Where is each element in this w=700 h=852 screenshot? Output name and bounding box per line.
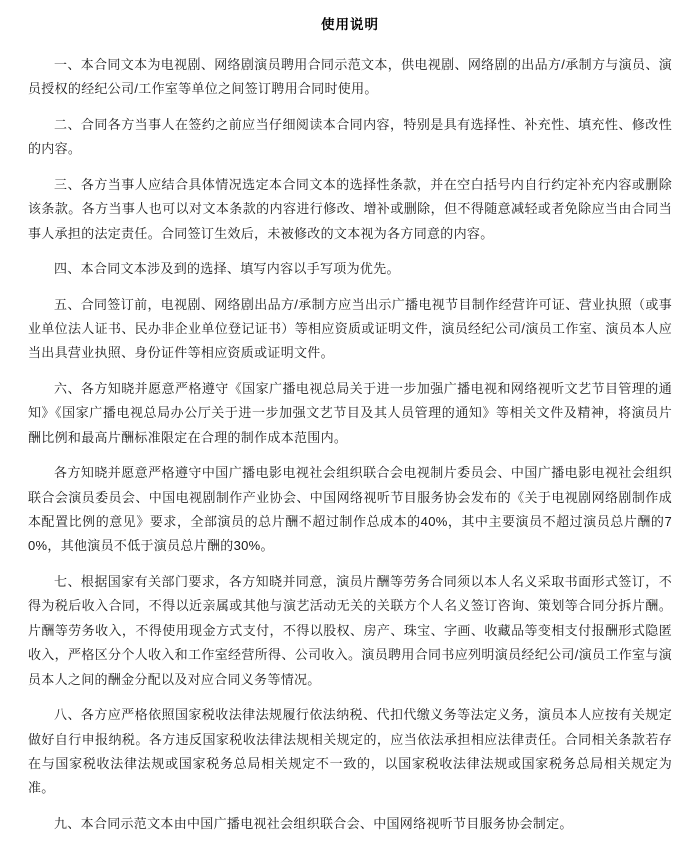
paragraph-9: 九、本合同示范文本由中国广播电视社会组织联合会、中国网络视听节目服务协会制定。: [54, 815, 573, 831]
paragraph-8: 八、各方应严格依照国家税收法律法规履行依法纳税、代扣代缴义务等法定义务，演员本人应按有关规定做好自行申报纳税。各方违反国家税收法律法规相关规定的，应当依法承担相应法律责任。合同相关条款若存在与国家税收法律法规或国家税务总局相关规定不一致的，以国家税收法律法规或国家税务总局相关规定为准。: [28, 707, 672, 796]
paragraph-4: 四、本合同文本涉及到的选择、填写内容以手写项为优先。: [54, 261, 400, 277]
paragraph-6-continued: 各方知晓并愿意严格遵守中国广播电影电视社会组织联合会电视制片委员会、中国广播电影电视社会组织联合会演员委员会、中国电视剧制作产业协会、中国网络视听节目服务协会发布的《关于电视剧网络剧制作成本配置比例的意见》要求，全部演员的总片酬不超过制作总成本的40%，其中主要演员不超过演员总片酬的70%，其他演员不低于演员总片酬的30%。: [28, 465, 672, 554]
paragraph-2: 二、合同各方当事人在签约之前应当仔细阅读本合同内容，特别是具有选择性、补充性、填充性、修改性的内容。: [28, 116, 672, 157]
paragraph-3: 三、各方当事人应结合具体情况选定本合同文本的选择性条款，并在空白括号内自行约定补充内容或删除该条款。各方当事人也可以对文本条款的内容进行修改、增补或删除，但不得随意减轻或者免除应当由合同当事人承担的法定责任。合同签订生效后，未被修改的文本视为各方同意的内容。: [28, 176, 672, 241]
paragraph-1: 一、本合同文本为电视剧、网络剧演员聘用合同示范文本，供电视剧、网络剧的出品方/承制方与演员、演员授权的经纪公司/工作室等单位之间签订聘用合同时使用。: [28, 57, 672, 97]
paragraph-5: 五、合同签订前，电视剧、网络剧出品方/承制方应当出示广播电视节目制作经营许可证、营业执照（或事业单位法人证书、民办非企业单位登记证书）等相应资质或证明文件，演员经纪公司/演员工作室、演员本人应当出具营业执照、身份证件等相应资质或证明文件。: [28, 296, 672, 361]
document-title: 使用说明: [321, 17, 379, 32]
paragraph-7: 七、根据国家有关部门要求，各方知晓并同意，演员片酬等劳务合同须以本人名义采取书面形式签订，不得为税后收入合同，不得以近亲属或其他与演艺活动无关的关联方个人名义签订咨询、策划等合同分拆片酬。片酬等劳务收入，不得使用现金方式支付，不得以股权、房产、珠宝、字画、收藏品等变相支付报酬形式隐匿收入，严格区分个人收入和工作室经营所得、公司收入。演员聘用合同书应列明演员经纪公司/演员工作室与演员本人之间的酬金分配以及对应合同义务等情况。: [28, 573, 672, 687]
paragraph-6: 六、各方知晓并愿意严格遵守《国家广播电视总局关于进一步加强广播电视和网络视听文艺节目管理的通知》《国家广播电视总局办公厅关于进一步加强文艺节目及其人员管理的通知》等相关文件及精神，将演员片酬比例和最高片酬标准限定在合理的制作成本范围内。: [28, 380, 672, 445]
